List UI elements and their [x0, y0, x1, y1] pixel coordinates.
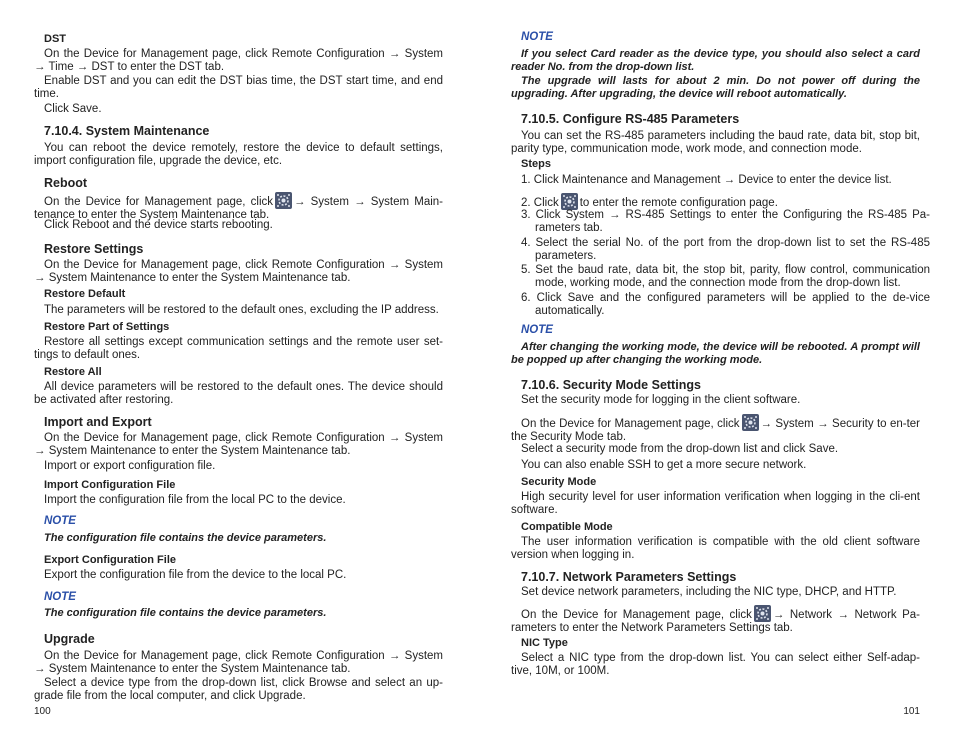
dst-paragraph-3: Click Save. — [44, 103, 102, 115]
note-text-1: The configuration file contains the device parameters. — [44, 532, 327, 544]
restore-part-heading: Restore Part of Settings — [44, 321, 170, 333]
import-export-paragraph-1: On the Device for Management page, click Remote Configuration → System → System Maintenance to enter the System Maintenance tab. — [34, 432, 443, 457]
export-config-heading: Export Configuration File — [44, 554, 176, 566]
note-label-2: NOTE — [44, 591, 76, 603]
note-text-2: The configuration file contains the device parameters. — [44, 607, 327, 619]
network-text-a: On the Device for Management page, click — [521, 609, 752, 621]
security-paragraph-4: You can also enable SSH to get a more secure network. — [521, 459, 807, 471]
dst-heading: DST — [44, 33, 66, 45]
remote-configuration-gear-icon — [275, 192, 292, 209]
steps-heading: Steps — [521, 158, 551, 170]
reboot-heading: Reboot — [44, 176, 88, 190]
remote-configuration-gear-icon — [754, 605, 771, 622]
restore-all-heading: Restore All — [44, 366, 102, 378]
system-maintenance-paragraph: You can reboot the device remotely, restore the device to default settings, import configuration file, upgrade the device, etc. — [34, 142, 443, 167]
network-paragraph-1: Set device network parameters, including the NIC type, DHCP, and HTTP. — [521, 586, 897, 598]
security-text-a: On the Device for Management page, click — [521, 418, 740, 430]
note-label-working-mode: NOTE — [521, 324, 553, 336]
restore-settings-heading: Restore Settings — [44, 242, 144, 256]
network-text-b: → Network → Network Pa-rameters to enter the Network Parameters Settings tab. — [511, 609, 920, 634]
import-config-heading: Import Configuration File — [44, 479, 176, 491]
security-mode-paragraph: High security level for user information verification when logging in the cli-ent software. — [511, 491, 920, 516]
step-6: 6. Click Save and the configured parameters will be applied to the de-vice automatically. — [521, 292, 930, 317]
page-number-left: 100 — [34, 706, 51, 717]
security-paragraph-2 — [511, 414, 920, 444]
remote-configuration-gear-icon — [561, 193, 578, 210]
upgrade-paragraph-2: Select a device type from the drop-down list, click Browse and select an up-grade file from the local computer, and click Upgrade. — [34, 677, 443, 702]
reboot-text-b: → System → System Main-tenance to enter the System Maintenance tab. — [34, 196, 443, 221]
network-paragraph-2 — [511, 605, 920, 635]
step-2 — [521, 193, 920, 210]
step-2-text-a: 2. Click — [521, 197, 559, 209]
restore-all-paragraph: All device parameters will be restored to the default ones. The device should be activated after restoring. — [34, 381, 443, 406]
dst-paragraph-1: On the Device for Management page, click Remote Configuration → System → Time → DST to enter the DST tab. — [34, 48, 443, 73]
import-export-paragraph-2: Import or export configuration file. — [44, 460, 216, 472]
rs485-paragraph: You can set the RS-485 parameters including the baud rate, data bit, stop bit, parity type, communication mode, work mode, and connection mode. — [511, 130, 920, 155]
remote-configuration-gear-icon — [742, 414, 759, 431]
reboot-paragraph-1 — [34, 192, 443, 222]
page-number-right: 101 — [903, 706, 920, 717]
dst-paragraph-2: Enable DST and you can edit the DST bias time, the DST start time, and end time. — [34, 75, 443, 100]
restore-default-paragraph: The parameters will be restored to the default ones, excluding the IP address. — [44, 304, 439, 316]
system-maintenance-heading: 7.10.4. System Maintenance — [44, 124, 210, 138]
step-1: 1. Click Maintenance and Management → Device to enter the device list. — [521, 174, 892, 186]
step-3: 3. Click System → RS-485 Settings to enter the Configuring the RS-485 Pa-rameters tab. — [521, 209, 930, 234]
upgrade-heading: Upgrade — [44, 632, 95, 646]
compatible-mode-heading: Compatible Mode — [521, 521, 613, 533]
rs485-heading: 7.10.5. Configure RS-485 Parameters — [521, 112, 740, 126]
note-text-card-reader: If you select Card reader as the device type, you should also select a card reader No. from the drop-down list. — [511, 48, 920, 73]
reboot-paragraph-2: Click Reboot and the device starts rebooting. — [44, 219, 273, 231]
security-mode-heading: 7.10.6. Security Mode Settings — [521, 378, 701, 392]
note-label-1: NOTE — [44, 515, 76, 527]
nic-type-paragraph: Select a NIC type from the drop-down list. You can select either Self-adap-tive, 10M, or 100M. — [511, 652, 920, 677]
security-paragraph-1: Set the security mode for logging in the client software. — [521, 394, 801, 406]
note-label-card-reader: NOTE — [521, 31, 553, 43]
step-5: 5. Set the baud rate, data bit, the stop bit, parity, flow control, communication mode, working mode, and the connection mode from the drop-down list. — [521, 264, 930, 289]
restore-part-paragraph: Restore all settings except communication settings and the remote user set-tings to default ones. — [34, 336, 443, 361]
restore-settings-paragraph: On the Device for Management page, click Remote Configuration → System → System Maintenance to enter the System Maintenance tab. — [34, 259, 443, 284]
import-config-paragraph: Import the configuration file from the local PC to the device. — [44, 494, 346, 506]
export-config-paragraph: Export the configuration file from the device to the local PC. — [44, 569, 347, 581]
nic-type-heading: NIC Type — [521, 637, 568, 649]
note-text-upgrade: The upgrade will lasts for about 2 min. Do not power off during the upgrading. After upgrading, the device will reboot automatically. — [511, 75, 920, 100]
import-export-heading: Import and Export — [44, 415, 152, 429]
note-text-working-mode: After changing the working mode, the device will be rebooted. A prompt will be popped up after changing the working mode. — [511, 341, 920, 366]
restore-default-heading: Restore Default — [44, 288, 126, 300]
reboot-text-a: On the Device for Management page, click — [44, 196, 273, 208]
step-4: 4. Select the serial No. of the port from the drop-down list to set the RS-485 parameters. — [521, 237, 930, 262]
upgrade-paragraph-1: On the Device for Management page, click Remote Configuration → System → System Maintenance to enter the System Maintenance tab. — [34, 650, 443, 675]
step-2-text-b: to enter the remote configuration page. — [579, 197, 778, 209]
security-text-b: → System → Security to en-ter the Security Mode tab. — [511, 418, 920, 443]
network-parameters-heading: 7.10.7. Network Parameters Settings — [521, 570, 737, 584]
compatible-mode-paragraph: The user information verification is compatible with the old client software version when logging in. — [511, 536, 920, 561]
security-mode-subheading: Security Mode — [521, 476, 597, 488]
security-paragraph-3: Select a security mode from the drop-down list and click Save. — [521, 443, 839, 455]
